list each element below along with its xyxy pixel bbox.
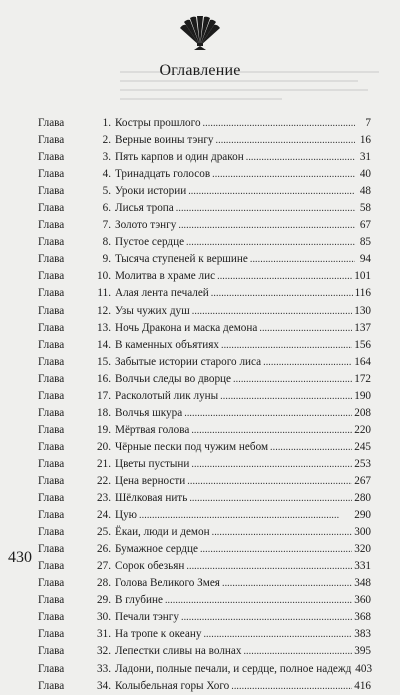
- chapter-number: 27.: [97, 560, 111, 573]
- chapter-number: 18.: [97, 406, 111, 419]
- toc-entry: [38, 166, 371, 183]
- chapter-page: 290: [354, 509, 371, 522]
- chapter-page: 94: [359, 253, 371, 266]
- page-title: Оглавление: [159, 62, 241, 79]
- chapter-page: 348: [354, 577, 371, 590]
- dot-leader: [178, 217, 355, 234]
- chapter-number: 15.: [97, 355, 111, 368]
- toc-entry: [38, 285, 371, 302]
- dot-leader: [221, 337, 352, 354]
- chapter-word: Глава: [38, 645, 65, 658]
- chapter-title: Чёрные пески под чужим небом: [115, 440, 269, 453]
- toc-entry: [38, 643, 371, 660]
- chapter-number: 17.: [97, 389, 111, 402]
- chapter-word: Глава: [38, 679, 65, 692]
- chapter-title: На тропе к океану: [115, 628, 202, 641]
- chapter-page: 101: [354, 270, 371, 283]
- chapter-word: Глава: [38, 594, 65, 607]
- dot-leader: [165, 592, 352, 609]
- chapter-page: 172: [354, 372, 371, 385]
- chapter-page: 300: [354, 526, 371, 539]
- chapter-page: 360: [354, 594, 371, 607]
- chapter-page: 116: [354, 287, 371, 300]
- dot-leader: [188, 183, 355, 200]
- chapter-title: Лепестки сливы на волнах: [115, 645, 242, 658]
- chapter-page: 208: [354, 406, 371, 419]
- toc-entry: [38, 439, 371, 456]
- toc-entry: [38, 422, 371, 439]
- chapter-title: Цветы пустыни: [115, 457, 190, 470]
- chapter-number: 30.: [97, 611, 111, 624]
- dot-leader: [200, 541, 352, 558]
- chapter-page: 164: [354, 355, 371, 368]
- chapter-title: В каменных объятиях: [115, 338, 219, 351]
- chapter-number: 34.: [97, 679, 111, 692]
- dot-leader: [187, 473, 352, 490]
- chapter-number: 7.: [102, 219, 111, 232]
- chapter-word: Глава: [38, 372, 65, 385]
- chapter-number: 28.: [97, 577, 111, 590]
- dot-leader: [216, 132, 355, 149]
- chapter-word: Глава: [38, 526, 65, 539]
- chapter-page: 85: [359, 236, 371, 249]
- toc-entry: [38, 473, 371, 490]
- chapter-word: Глава: [38, 287, 65, 300]
- toc-entry: [38, 405, 371, 422]
- chapter-title: Уроки истории: [115, 185, 187, 198]
- dot-leader: [233, 371, 352, 388]
- chapter-title: Цена верности: [115, 474, 186, 487]
- toc-entry: [38, 490, 371, 507]
- chapter-page: 368: [354, 611, 371, 624]
- chapter-title: Ночь Дракона и маска демона: [115, 321, 258, 334]
- chapter-page: 267: [354, 474, 371, 487]
- chapter-number: 3.: [102, 151, 111, 164]
- dot-leader: [186, 234, 355, 251]
- dot-leader: [270, 439, 352, 456]
- dot-leader: [231, 678, 352, 695]
- chapter-word: Глава: [38, 202, 65, 215]
- chapter-title: Бумажное сердце: [115, 543, 198, 556]
- dot-leader: [259, 320, 352, 337]
- toc-entry: [38, 183, 371, 200]
- dot-leader: [191, 456, 352, 473]
- toc-entry: [38, 234, 371, 251]
- chapter-page: 130: [354, 304, 371, 317]
- chapter-title: Алая лента печалей: [115, 287, 209, 300]
- chapter-page: 416: [354, 679, 371, 692]
- toc-entry: [38, 251, 371, 268]
- chapter-word: Глава: [38, 457, 65, 470]
- chapter-word: Глава: [38, 662, 65, 675]
- toc-entry: [38, 115, 371, 132]
- toc-entry: [38, 132, 371, 149]
- chapter-number: 6.: [102, 202, 111, 215]
- chapter-title: Печали тэнгу: [115, 611, 179, 624]
- chapter-word: Глава: [38, 270, 65, 283]
- chapter-word: Глава: [38, 117, 65, 129]
- chapter-number: 14.: [97, 338, 111, 351]
- chapter-title: Цую: [115, 509, 138, 522]
- toc-entry: [38, 149, 371, 166]
- chapter-title: Голова Великого Змея: [115, 577, 220, 590]
- chapter-word: Глава: [38, 355, 65, 368]
- chapter-word: Глава: [38, 151, 65, 164]
- chapter-page: 16: [359, 134, 371, 147]
- dot-leader: [203, 626, 352, 643]
- dot-leader: [191, 422, 352, 439]
- chapter-word: Глава: [38, 321, 65, 334]
- chapter-number: 19.: [97, 423, 111, 436]
- chapter-word: Глава: [38, 423, 65, 436]
- chapter-title: Забытые истории старого лиса: [115, 355, 262, 368]
- chapter-number: 33.: [97, 662, 111, 675]
- chapter-word: Глава: [38, 628, 65, 641]
- chapter-number: 5.: [102, 185, 111, 198]
- dot-leader: [222, 575, 352, 592]
- chapter-number: 4.: [102, 168, 111, 181]
- toc-entry: [38, 575, 371, 592]
- chapter-number: 1.: [102, 117, 111, 129]
- toc-entry: [38, 371, 371, 388]
- chapter-number: 16.: [97, 372, 111, 385]
- chapter-page: 403: [355, 662, 373, 675]
- chapter-number: 11.: [97, 287, 111, 300]
- toc-entry: [38, 592, 371, 609]
- chapter-word: Глава: [38, 560, 65, 573]
- chapter-word: Глава: [38, 253, 65, 266]
- dot-leader: [212, 524, 353, 541]
- chapter-title: Золото тэнгу: [115, 219, 177, 232]
- toc-entry: [38, 354, 371, 371]
- chapter-page: 40: [359, 168, 371, 181]
- chapter-title: Мёртвая голова: [115, 423, 190, 436]
- chapter-title: Ладони, полные печали, и сердце, полное надежд: [115, 662, 352, 675]
- chapter-title: Верные воины тэнгу: [115, 134, 214, 147]
- toc-entry: [38, 541, 371, 558]
- dot-leader: [176, 200, 355, 217]
- chapter-number: 21.: [97, 457, 111, 470]
- toc-entry: [38, 268, 371, 285]
- dot-leader: [220, 388, 352, 405]
- toc-entry: [38, 200, 371, 217]
- chapter-page: 7: [365, 117, 371, 129]
- chapter-word: Глава: [38, 168, 65, 181]
- chapter-page: 31: [359, 151, 371, 164]
- toc-entry: [38, 320, 371, 337]
- chapter-number: 13.: [97, 321, 111, 334]
- chapter-word: Глава: [38, 185, 65, 198]
- chapter-title: Волчья шкура: [115, 406, 183, 419]
- chapter-word: Глава: [38, 577, 65, 590]
- fan-ornament-icon: [178, 16, 222, 50]
- chapter-title: Шёлковая нить: [115, 492, 188, 505]
- chapter-word: Глава: [38, 440, 65, 453]
- chapter-number: 29.: [97, 594, 111, 607]
- chapter-number: 31.: [97, 628, 111, 641]
- toc-entry: [38, 456, 371, 473]
- chapter-title: Молитва в храме лис: [115, 270, 216, 283]
- dot-leader: [184, 405, 352, 422]
- chapter-page: 320: [354, 543, 371, 556]
- chapter-title: Костры прошлого: [115, 117, 201, 129]
- chapter-page: 331: [354, 560, 371, 573]
- dot-leader: [181, 609, 352, 626]
- dot-leader: [212, 166, 355, 183]
- chapter-word: Глава: [38, 509, 65, 522]
- chapter-word: Глава: [38, 389, 65, 402]
- chapter-word: Глава: [38, 611, 65, 624]
- toc-entry: [38, 303, 371, 320]
- chapter-word: Глава: [38, 219, 65, 232]
- dot-leader: [211, 285, 353, 302]
- chapter-page: 383: [354, 628, 371, 641]
- toc-entry: [38, 626, 371, 643]
- toc-entry: [38, 558, 371, 575]
- dot-leader: [189, 490, 352, 507]
- chapter-title: Волчьи следы во дворце: [115, 372, 232, 385]
- dot-leader: [217, 268, 352, 285]
- toc-entry: [38, 507, 371, 524]
- table-of-contents: [38, 115, 371, 695]
- toc-entry: [38, 524, 371, 541]
- dot-leader: [203, 115, 355, 132]
- dot-leader: [243, 643, 352, 660]
- chapter-page: 395: [354, 645, 371, 658]
- chapter-page: 67: [359, 219, 371, 232]
- chapter-title: Пять карпов и один дракон: [115, 151, 244, 164]
- dot-leader: [186, 558, 352, 575]
- chapter-page: 156: [354, 338, 371, 351]
- chapter-number: 2.: [102, 134, 111, 147]
- chapter-page: 190: [354, 389, 371, 402]
- chapter-number: 10.: [97, 270, 111, 283]
- chapter-title: Расколотый лик луны: [115, 389, 219, 402]
- dot-leader: [246, 149, 355, 166]
- chapter-page: 220: [354, 423, 371, 436]
- chapter-number: 32.: [97, 645, 111, 658]
- chapter-title: Тринадцать голосов: [115, 168, 211, 181]
- page-number: 430: [8, 549, 32, 566]
- chapter-page: 58: [359, 202, 371, 215]
- chapter-page: 253: [354, 457, 371, 470]
- chapter-page: 280: [354, 492, 371, 505]
- toc-entry: [38, 678, 371, 695]
- chapter-number: 24.: [97, 509, 111, 522]
- chapter-title: Тысяча ступеней к вершине: [115, 253, 248, 266]
- chapter-title: Лисья тропа: [115, 202, 174, 215]
- dot-leader: [250, 251, 355, 268]
- chapter-word: Глава: [38, 236, 65, 249]
- chapter-page: 245: [354, 440, 371, 453]
- chapter-number: 22.: [97, 474, 111, 487]
- dot-leader: [139, 507, 352, 524]
- chapter-number: 9.: [102, 253, 111, 266]
- chapter-word: Глава: [38, 338, 65, 351]
- chapter-title: Ёкаи, люди и демон: [115, 526, 210, 539]
- chapter-page: 137: [354, 321, 371, 334]
- toc-entry: [38, 217, 371, 234]
- chapter-number: 12.: [97, 304, 111, 317]
- toc-entry: [38, 388, 371, 405]
- chapter-title: Пустое сердце: [115, 236, 185, 249]
- dot-leader: [192, 303, 352, 320]
- dot-leader: [263, 354, 352, 371]
- chapter-number: 23.: [97, 492, 111, 505]
- chapter-number: 26.: [97, 543, 111, 556]
- chapter-word: Глава: [38, 492, 65, 505]
- chapter-word: Глава: [38, 406, 65, 419]
- chapter-title: В глубине: [115, 594, 163, 607]
- chapter-title: Узы чужих душ: [115, 304, 190, 317]
- chapter-page: 48: [359, 185, 371, 198]
- chapter-title: Колыбельная горы Хого: [115, 679, 230, 692]
- chapter-word: Глава: [38, 304, 65, 317]
- chapter-word: Глава: [38, 474, 65, 487]
- chapter-word: Глава: [38, 543, 65, 556]
- chapter-word: Глава: [38, 134, 65, 147]
- chapter-number: 20.: [97, 440, 111, 453]
- chapter-number: 25.: [97, 526, 111, 539]
- chapter-number: 8.: [102, 236, 111, 249]
- toc-entry: [38, 609, 371, 626]
- toc-entry: [38, 337, 371, 354]
- chapter-title: Сорок обезьян: [115, 560, 185, 573]
